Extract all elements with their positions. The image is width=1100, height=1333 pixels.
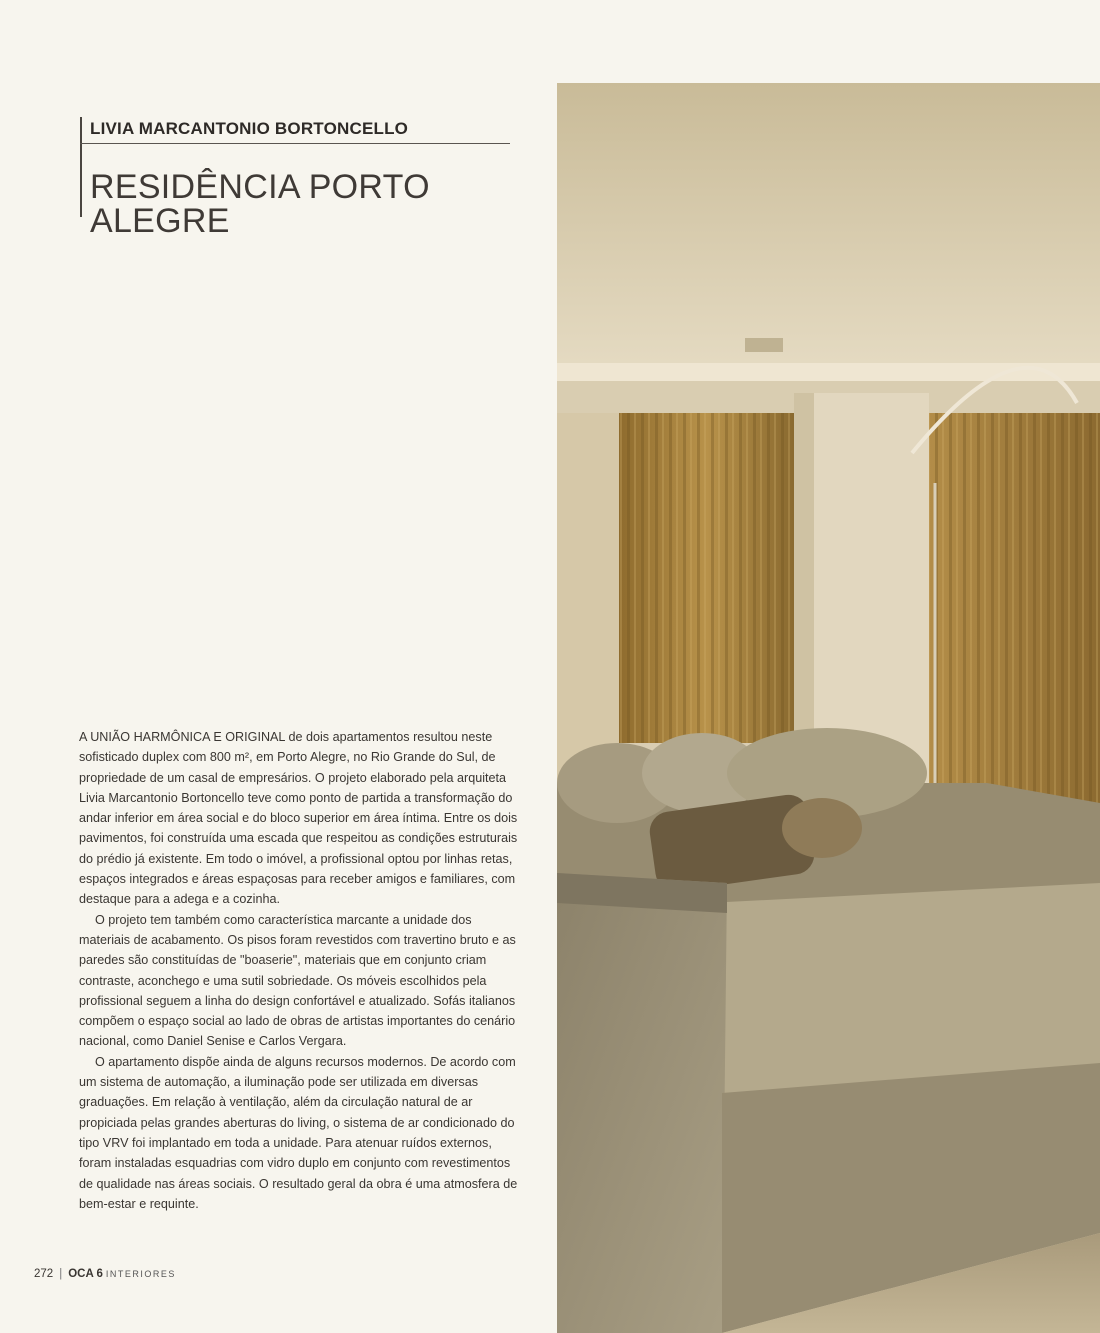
paragraph-1 <box>79 727 519 910</box>
paragraph-3: O apartamento dispõe ainda de alguns recursos modernos. De acordo com um sistema de automação, a iluminação pode ser utilizada em diversas graduações. Em relação à ventilação, além da circulação natural de ar propiciada pelas grandes aberturas do living, o sistema de ar condicionado do tipo VRV foi implantado em toda a unidade. Para atenuar ruídos externos, foram instaladas esquadrias com vidro duplo em conjunto com revestimentos de qualidade nas áreas sociais. O resultado geral da obra é uma atmosfera de bem-estar e requinte. <box>79 1054 518 1211</box>
paragraph-2: O projeto tem também como característica marcante a unidade dos materiais de acabamento. Os pisos foram revestidos com travertino bruto e as paredes são constituídas de "boaserie", materiais que em conjunto criam contraste, aconchego e uma sutil sobriedade. Os móveis escolhidos pela profissional seguem a linha do design confortável e atualizado. Sofás italianos compõem o espaço social ao lado de obras de artistas importantes do cenário nacional, como Daniel Senise e Carlos Vergara. <box>79 912 516 1049</box>
paragraph-1-text: de dois apartamentos resultou neste sofisticado duplex com 800 m², em Porto Alegre, no Rio Grande do Sul, de propriedade de um casal de empresários. O projeto elaborado pela arquiteta Livia Marcantonio Bortoncello teve como ponto de partida a transformação do andar inferior em área social e do bloco superior em área íntima. Entre os dois pavimentos, foi construída uma escada que respeitou as condições estruturais do prédio já existente. Em todo o imóvel, a profissional optou por linhas retas, espaços integrados e áreas espaçosas para receber amigos e familiares, com destaque para a adega e a cozinha. <box>79 730 518 907</box>
page-number: 272 <box>34 1268 54 1280</box>
photo-illustration <box>557 83 1100 1333</box>
paragraph-lead: A UNIÃO HARMÔNICA E ORIGINAL <box>79 730 285 744</box>
title-vertical-rule <box>80 117 82 217</box>
title-horizontal-rule <box>80 143 510 144</box>
magazine-brand: OCA 6 <box>68 1268 103 1280</box>
living-room-photo <box>557 83 1100 1333</box>
magazine-section: INTERIORES <box>105 1269 176 1279</box>
article-body <box>79 727 519 1214</box>
footer-separator: | <box>59 1268 63 1280</box>
architect-name: LIVIA MARCANTONIO BORTONCELLO <box>90 119 409 138</box>
page-footer <box>34 1268 176 1280</box>
project-title: RESIDÊNCIA PORTO ALEGRE <box>90 167 430 240</box>
